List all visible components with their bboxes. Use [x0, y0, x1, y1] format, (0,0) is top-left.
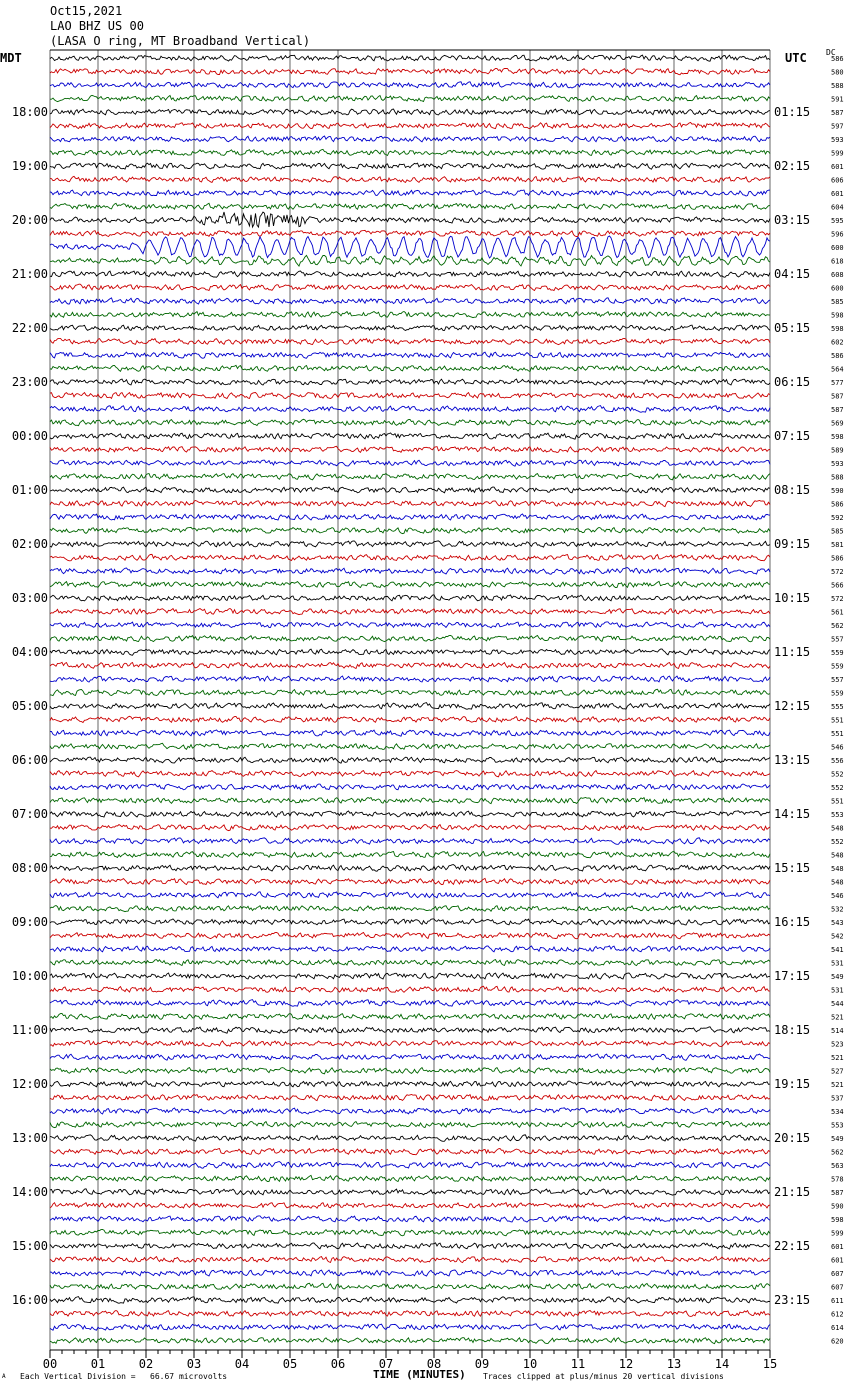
left-hour-label: 06:00 [11, 753, 48, 767]
corner-mark: A [2, 1373, 6, 1380]
trace-73 [50, 1041, 770, 1047]
right-hour-label: 11:15 [774, 645, 811, 659]
dc-offset-label: 559 [831, 649, 844, 657]
trace-94 [50, 1324, 770, 1330]
dc-offset-label: 586 [831, 554, 844, 563]
trace-30 [50, 460, 770, 466]
trace-19 [50, 312, 770, 318]
dc-offset-label: 586 [831, 55, 844, 63]
trace-47 [50, 689, 770, 695]
right-hour-label: 17:15 [774, 969, 811, 983]
x-tick-label: 05 [282, 1357, 298, 1371]
trace-40 [50, 595, 770, 601]
trace-78 [50, 1108, 770, 1114]
trace-4 [50, 109, 770, 115]
dc-offset-label: 531 [831, 959, 844, 968]
trace-56 [50, 811, 770, 817]
trace-80 [50, 1135, 770, 1141]
dc-offset-label: 552 [831, 838, 844, 846]
trace-46 [50, 676, 770, 682]
dc-offset-label: 585 [831, 298, 844, 306]
trace-53 [50, 771, 770, 777]
left-hour-label: 19:00 [11, 159, 48, 173]
dc-offset-label: 569 [831, 419, 844, 428]
dc-offset-label: 551 [831, 797, 844, 806]
right-hour-label: 12:15 [774, 699, 811, 713]
dc-offset-label: 595 [831, 217, 844, 225]
x-tick-label: 10 [522, 1357, 538, 1371]
dc-offset-label: 588 [831, 473, 844, 482]
trace-69 [50, 986, 770, 992]
dc-offset-label: 587 [831, 109, 844, 117]
trace-84 [50, 1189, 770, 1195]
dc-offset-label: 598 [831, 1216, 844, 1224]
right-hour-label: 23:15 [774, 1293, 811, 1307]
trace-14 [50, 236, 770, 258]
trace-3 [50, 95, 770, 101]
dc-offset-label: 587 [831, 406, 844, 414]
x-tick-label: 15 [762, 1357, 778, 1371]
dc-offset-label: 548 [831, 878, 844, 887]
dc-offset-label: 555 [831, 703, 844, 711]
dc-offset-label: 552 [831, 770, 844, 779]
dc-offset-label: 553 [831, 1121, 844, 1130]
trace-65 [50, 933, 770, 939]
dc-offset-label: 552 [831, 784, 844, 792]
dc-offset-label: 537 [831, 1094, 844, 1103]
trace-48 [50, 703, 770, 710]
right-hour-label: 02:15 [774, 159, 811, 173]
dc-offset-label: 559 [831, 689, 844, 698]
dc-offset-label: 598 [831, 433, 844, 441]
x-tick-label: 01 [90, 1357, 106, 1371]
left-hour-label: 18:00 [11, 105, 48, 119]
dc-offset-label: 600 [831, 284, 844, 293]
dc-offset-label: 581 [831, 541, 844, 549]
trace-7 [50, 149, 770, 155]
left-hour-label: 23:00 [11, 375, 48, 389]
trace-54 [50, 784, 770, 790]
x-tick-label: 02 [138, 1357, 154, 1371]
dc-offset-label: 601 [831, 163, 844, 171]
dc-offset-label: 562 [831, 622, 844, 630]
trace-59 [50, 852, 770, 858]
trace-64 [50, 919, 770, 925]
right-hour-label: 05:15 [774, 321, 811, 335]
right-hour-label: 19:15 [774, 1077, 811, 1091]
trace-86 [50, 1216, 770, 1222]
trace-66 [50, 946, 770, 952]
trace-37 [50, 554, 770, 560]
dc-offset-label: 580 [831, 68, 844, 77]
trace-11 [50, 203, 770, 209]
x-tick-label: 06 [330, 1357, 346, 1371]
right-hour-label: 14:15 [774, 807, 811, 821]
trace-52 [50, 757, 770, 763]
trace-12 [50, 212, 770, 227]
trace-61 [50, 878, 770, 884]
left-hour-label: 01:00 [11, 483, 48, 497]
dc-offset-label: 608 [831, 271, 844, 279]
dc-offset-label: 572 [831, 595, 844, 603]
trace-41 [50, 609, 770, 615]
dc-offset-label: 553 [831, 811, 844, 819]
dc-offset-label: 546 [831, 892, 844, 900]
dc-offset-label: 620 [831, 1337, 844, 1346]
left-hour-label: 15:00 [11, 1239, 48, 1253]
trace-75 [50, 1068, 770, 1074]
trace-32 [50, 487, 770, 493]
x-tick-label: 14 [714, 1357, 730, 1371]
dc-offset-label: 546 [831, 743, 844, 752]
dc-offset-label: 607 [831, 1283, 844, 1292]
trace-63 [50, 906, 770, 912]
trace-62 [50, 892, 770, 898]
left-hour-label: 10:00 [11, 969, 48, 983]
dc-offset-label: 549 [831, 1135, 844, 1143]
trace-90 [50, 1270, 770, 1276]
dc-offset-label: 543 [831, 919, 844, 927]
dc-offset-label: 521 [831, 1054, 844, 1062]
x-tick-label: 13 [666, 1357, 682, 1371]
left-hour-label: 00:00 [11, 429, 48, 443]
trace-87 [50, 1230, 770, 1236]
trace-93 [50, 1310, 770, 1316]
dc-label: DC [826, 48, 836, 57]
trace-13 [50, 230, 770, 236]
dc-offset-label: 601 [831, 190, 844, 198]
right-hour-label: 07:15 [774, 429, 811, 443]
dc-offset-label: 534 [831, 1108, 844, 1116]
trace-29 [50, 446, 770, 452]
dc-offset-label: 607 [831, 1270, 844, 1278]
dc-offset-label: 561 [831, 608, 844, 617]
header-description: (LASA O ring, MT Broadband Vertical) [50, 34, 311, 48]
trace-1 [50, 68, 770, 74]
dc-offset-label: 597 [831, 122, 844, 131]
trace-34 [50, 514, 770, 520]
x-tick-label: 00 [42, 1357, 58, 1371]
left-hour-label: 08:00 [11, 861, 48, 875]
dc-offset-label: 604 [831, 203, 844, 212]
dc-offset-label: 587 [831, 392, 844, 401]
trace-88 [50, 1243, 770, 1249]
x-tick-label: 04 [234, 1357, 250, 1371]
x-axis-title: TIME (MINUTES) [373, 1368, 466, 1381]
dc-offset-label: 586 [831, 352, 844, 360]
trace-9 [50, 176, 770, 182]
trace-20 [50, 325, 770, 331]
left-hour-label: 07:00 [11, 807, 48, 821]
dc-offset-label: 562 [831, 1148, 844, 1157]
trace-55 [50, 798, 770, 804]
dc-offset-label: 586 [831, 500, 844, 509]
dc-offset-label: 585 [831, 527, 844, 536]
left-hour-label: 11:00 [11, 1023, 48, 1037]
trace-27 [50, 419, 770, 425]
dc-offset-label: 612 [831, 1310, 844, 1319]
trace-60 [50, 865, 770, 872]
dc-offset-label: 599 [831, 149, 844, 158]
trace-92 [50, 1297, 770, 1304]
dc-offset-label: 551 [831, 716, 844, 725]
left-hour-label: 05:00 [11, 699, 48, 713]
trace-28 [50, 433, 770, 439]
dc-offset-label: 551 [831, 730, 844, 738]
dc-offset-label: 593 [831, 460, 844, 468]
dc-offset-label: 599 [831, 1229, 844, 1238]
seismic-traces [50, 55, 770, 1344]
dc-offset-label: 611 [831, 1297, 844, 1305]
dc-offset-label: 593 [831, 136, 844, 144]
trace-77 [50, 1095, 770, 1101]
dc-offset-label: 527 [831, 1067, 844, 1076]
right-hour-label: 21:15 [774, 1185, 811, 1199]
trace-2 [50, 82, 770, 88]
x-tick-label: 07 [378, 1357, 394, 1371]
trace-39 [50, 581, 770, 587]
right-hour-label: 06:15 [774, 375, 811, 389]
dc-offset-label: 542 [831, 932, 844, 941]
trace-23 [50, 365, 770, 371]
trace-57 [50, 825, 770, 831]
dc-offset-label: 563 [831, 1162, 844, 1170]
trace-79 [50, 1121, 770, 1127]
dc-offset-label: 590 [831, 487, 844, 495]
left-hour-label: 09:00 [11, 915, 48, 929]
dc-offset-label: 588 [831, 82, 844, 90]
right-hour-label: 10:15 [774, 591, 811, 605]
dc-offset-label: 541 [831, 946, 844, 954]
trace-17 [50, 284, 770, 290]
trace-26 [50, 406, 770, 413]
dc-offset-label: 548 [831, 851, 844, 860]
trace-85 [50, 1202, 770, 1208]
left-hour-label: 21:00 [11, 267, 48, 281]
dc-offset-label: 578 [831, 1175, 844, 1184]
dc-offset-label: 531 [831, 986, 844, 995]
trace-81 [50, 1149, 770, 1155]
trace-31 [50, 474, 770, 480]
x-tick-label: 12 [618, 1357, 634, 1371]
trace-89 [50, 1257, 770, 1263]
trace-71 [50, 1013, 770, 1019]
x-tick-label: 03 [186, 1357, 202, 1371]
dc-offset-label: 557 [831, 635, 844, 644]
trace-16 [50, 271, 770, 277]
right-hour-label: 03:15 [774, 213, 811, 227]
trace-74 [50, 1054, 770, 1060]
trace-45 [50, 662, 770, 668]
trace-67 [50, 960, 770, 966]
trace-50 [50, 730, 770, 736]
scale-text: Each Vertical Division = 66.67 microvolts [20, 1372, 228, 1381]
trace-58 [50, 838, 770, 844]
trace-91 [50, 1283, 770, 1289]
left-hour-label: 22:00 [11, 321, 48, 335]
trace-5 [50, 122, 770, 128]
dc-offset-label: 566 [831, 581, 844, 590]
dc-offset-label: 601 [831, 1243, 844, 1251]
right-hour-label: 20:15 [774, 1131, 811, 1145]
right-hour-label: 13:15 [774, 753, 811, 767]
trace-6 [50, 136, 770, 142]
dc-offset-label: 521 [831, 1013, 844, 1022]
dc-offset-label: 544 [831, 1000, 844, 1008]
right-hour-label: 04:15 [774, 267, 811, 281]
dc-offset-label: 556 [831, 757, 844, 765]
trace-15 [50, 255, 770, 266]
dc-offset-label: 614 [831, 1324, 844, 1332]
dc-offset-label: 557 [831, 676, 844, 684]
header-date: Oct15,2021 [50, 4, 123, 18]
dc-offset-label: 532 [831, 905, 844, 914]
minute-grid [50, 50, 770, 1350]
left-hour-label: 16:00 [11, 1293, 48, 1307]
dc-offset-label: 564 [831, 365, 844, 374]
dc-offset-label: 606 [831, 176, 844, 185]
dc-offset-label: 521 [831, 1081, 844, 1089]
header-station: LAO BHZ US 00 [50, 19, 144, 33]
trace-33 [50, 501, 770, 507]
trace-18 [50, 298, 770, 304]
right-timezone-label: UTC [785, 51, 807, 65]
dc-offset-label: 572 [831, 568, 844, 576]
trace-43 [50, 636, 770, 642]
trace-44 [50, 649, 770, 655]
trace-24 [50, 379, 770, 385]
right-hour-label: 08:15 [774, 483, 811, 497]
trace-51 [50, 743, 770, 749]
dc-offset-label: 592 [831, 514, 844, 522]
trace-82 [50, 1162, 770, 1169]
left-hour-label: 03:00 [11, 591, 48, 605]
right-hour-label: 01:15 [774, 105, 811, 119]
left-hour-label: 12:00 [11, 1077, 48, 1091]
trace-83 [50, 1175, 770, 1181]
trace-25 [50, 393, 770, 399]
dc-offset-label: 514 [831, 1027, 844, 1035]
left-hour-label: 02:00 [11, 537, 48, 551]
trace-0 [50, 55, 770, 61]
right-hour-label: 09:15 [774, 537, 811, 551]
clip-text: Traces clipped at plus/minus 20 vertical divisions [483, 1372, 724, 1381]
trace-95 [50, 1338, 770, 1344]
dc-offset-label: 549 [831, 973, 844, 981]
trace-21 [50, 338, 770, 344]
left-timezone-label: MDT [0, 51, 22, 65]
dc-offset-label: 598 [831, 325, 844, 333]
dc-offset-label: 601 [831, 1256, 844, 1265]
trace-76 [50, 1081, 770, 1087]
trace-36 [50, 541, 770, 547]
dc-offset-label: 577 [831, 379, 844, 387]
dc-offset-label: 598 [831, 311, 844, 320]
x-tick-label: 08 [426, 1357, 442, 1371]
left-hour-label: 13:00 [11, 1131, 48, 1145]
x-tick-label: 09 [474, 1357, 490, 1371]
right-hour-label: 18:15 [774, 1023, 811, 1037]
trace-68 [50, 973, 770, 979]
dc-offset-label: 589 [831, 446, 844, 455]
dc-offset-label: 548 [831, 865, 844, 873]
right-hour-label: 15:15 [774, 861, 811, 875]
trace-38 [50, 568, 770, 575]
dc-offset-label: 590 [831, 1202, 844, 1211]
right-hour-label: 16:15 [774, 915, 811, 929]
trace-70 [50, 1000, 770, 1007]
left-hour-label: 20:00 [11, 213, 48, 227]
dc-offset-label: 587 [831, 1189, 844, 1197]
dc-offset-label: 600 [831, 244, 844, 252]
dc-offset-label: 559 [831, 662, 844, 671]
trace-35 [50, 527, 770, 533]
right-hour-label: 22:15 [774, 1239, 811, 1253]
left-hour-label: 14:00 [11, 1185, 48, 1199]
trace-8 [50, 163, 770, 169]
dc-offset-label: 602 [831, 338, 844, 347]
dc-offset-label: 548 [831, 824, 844, 833]
trace-42 [50, 622, 770, 628]
dc-offset-label: 591 [831, 95, 844, 104]
dc-offset-label: 523 [831, 1040, 844, 1049]
trace-49 [50, 716, 770, 722]
trace-22 [50, 352, 770, 358]
dc-offset-label: 596 [831, 230, 844, 239]
left-hour-label: 04:00 [11, 645, 48, 659]
trace-72 [50, 1027, 770, 1033]
x-tick-label: 11 [570, 1357, 586, 1371]
dc-offset-label: 618 [831, 257, 844, 266]
trace-10 [50, 190, 770, 196]
